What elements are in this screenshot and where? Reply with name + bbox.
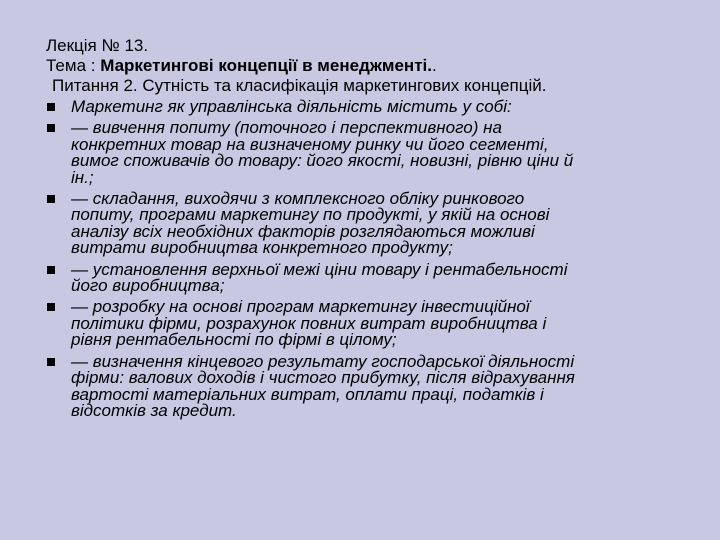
question-line: Питання 2. Сутність та класифікація маркетингових концепцій. — [52, 76, 547, 95]
bullet-item — [46, 297, 686, 348]
square-bullet-icon — [47, 103, 55, 111]
bullet-text: — складання, виходячи з комплексного обліку ринкового попиту, програми маркетингу по продукті, у якій на основі аналізу всіх необхідних факторів розглядаються можливі витрати виробництва конкретного продукту; — [71, 189, 550, 258]
bullet-item — [46, 189, 686, 257]
square-bullet-icon — [47, 266, 55, 274]
topic-line — [46, 56, 686, 76]
bullet-text: — визначення кінцевого результату господарської діяльності фірми: валових доходів і чистого прибутку, після відрахування вартості матеріальних витрат, оплати праці, податків і відсотків за кредит. — [71, 351, 575, 420]
topic-prefix: Тема : — [46, 56, 101, 75]
square-bullet-icon — [47, 358, 55, 366]
bullet-item — [46, 97, 686, 115]
square-bullet-icon — [47, 195, 55, 203]
bullet-item — [46, 260, 686, 295]
bullet-item — [46, 352, 686, 420]
bullet-text: — вивчення попиту (поточного і перспективного) на конкретних товар на визначеному ринку чи його сегменті, вимог споживачів до товару: його якості, новизні, рівню ціни й ін.; — [71, 118, 574, 187]
bullet-item — [46, 118, 686, 186]
topic-suffix: . — [431, 56, 437, 75]
bullet-text: — установлення верхньої межі ціни товару і рентабельності його виробництва; — [71, 259, 568, 296]
square-bullet-icon — [47, 303, 55, 311]
bullet-text: Маркетинг як управлінська діяльність містить у собі: — [71, 97, 512, 116]
slide-content — [46, 36, 686, 419]
lecture-number: Лекція № 13. — [46, 36, 149, 55]
bullet-text: — розробку на основі програм маркетингу інвестиційної політики фірми, розрахунок повних витрат виробництва і рівня рентабельності по фірмі в цілому; — [71, 297, 547, 350]
topic-title: Маркетингові концепції в менеджменті. — [100, 56, 432, 75]
square-bullet-icon — [47, 124, 55, 132]
bullet-list — [46, 97, 686, 419]
